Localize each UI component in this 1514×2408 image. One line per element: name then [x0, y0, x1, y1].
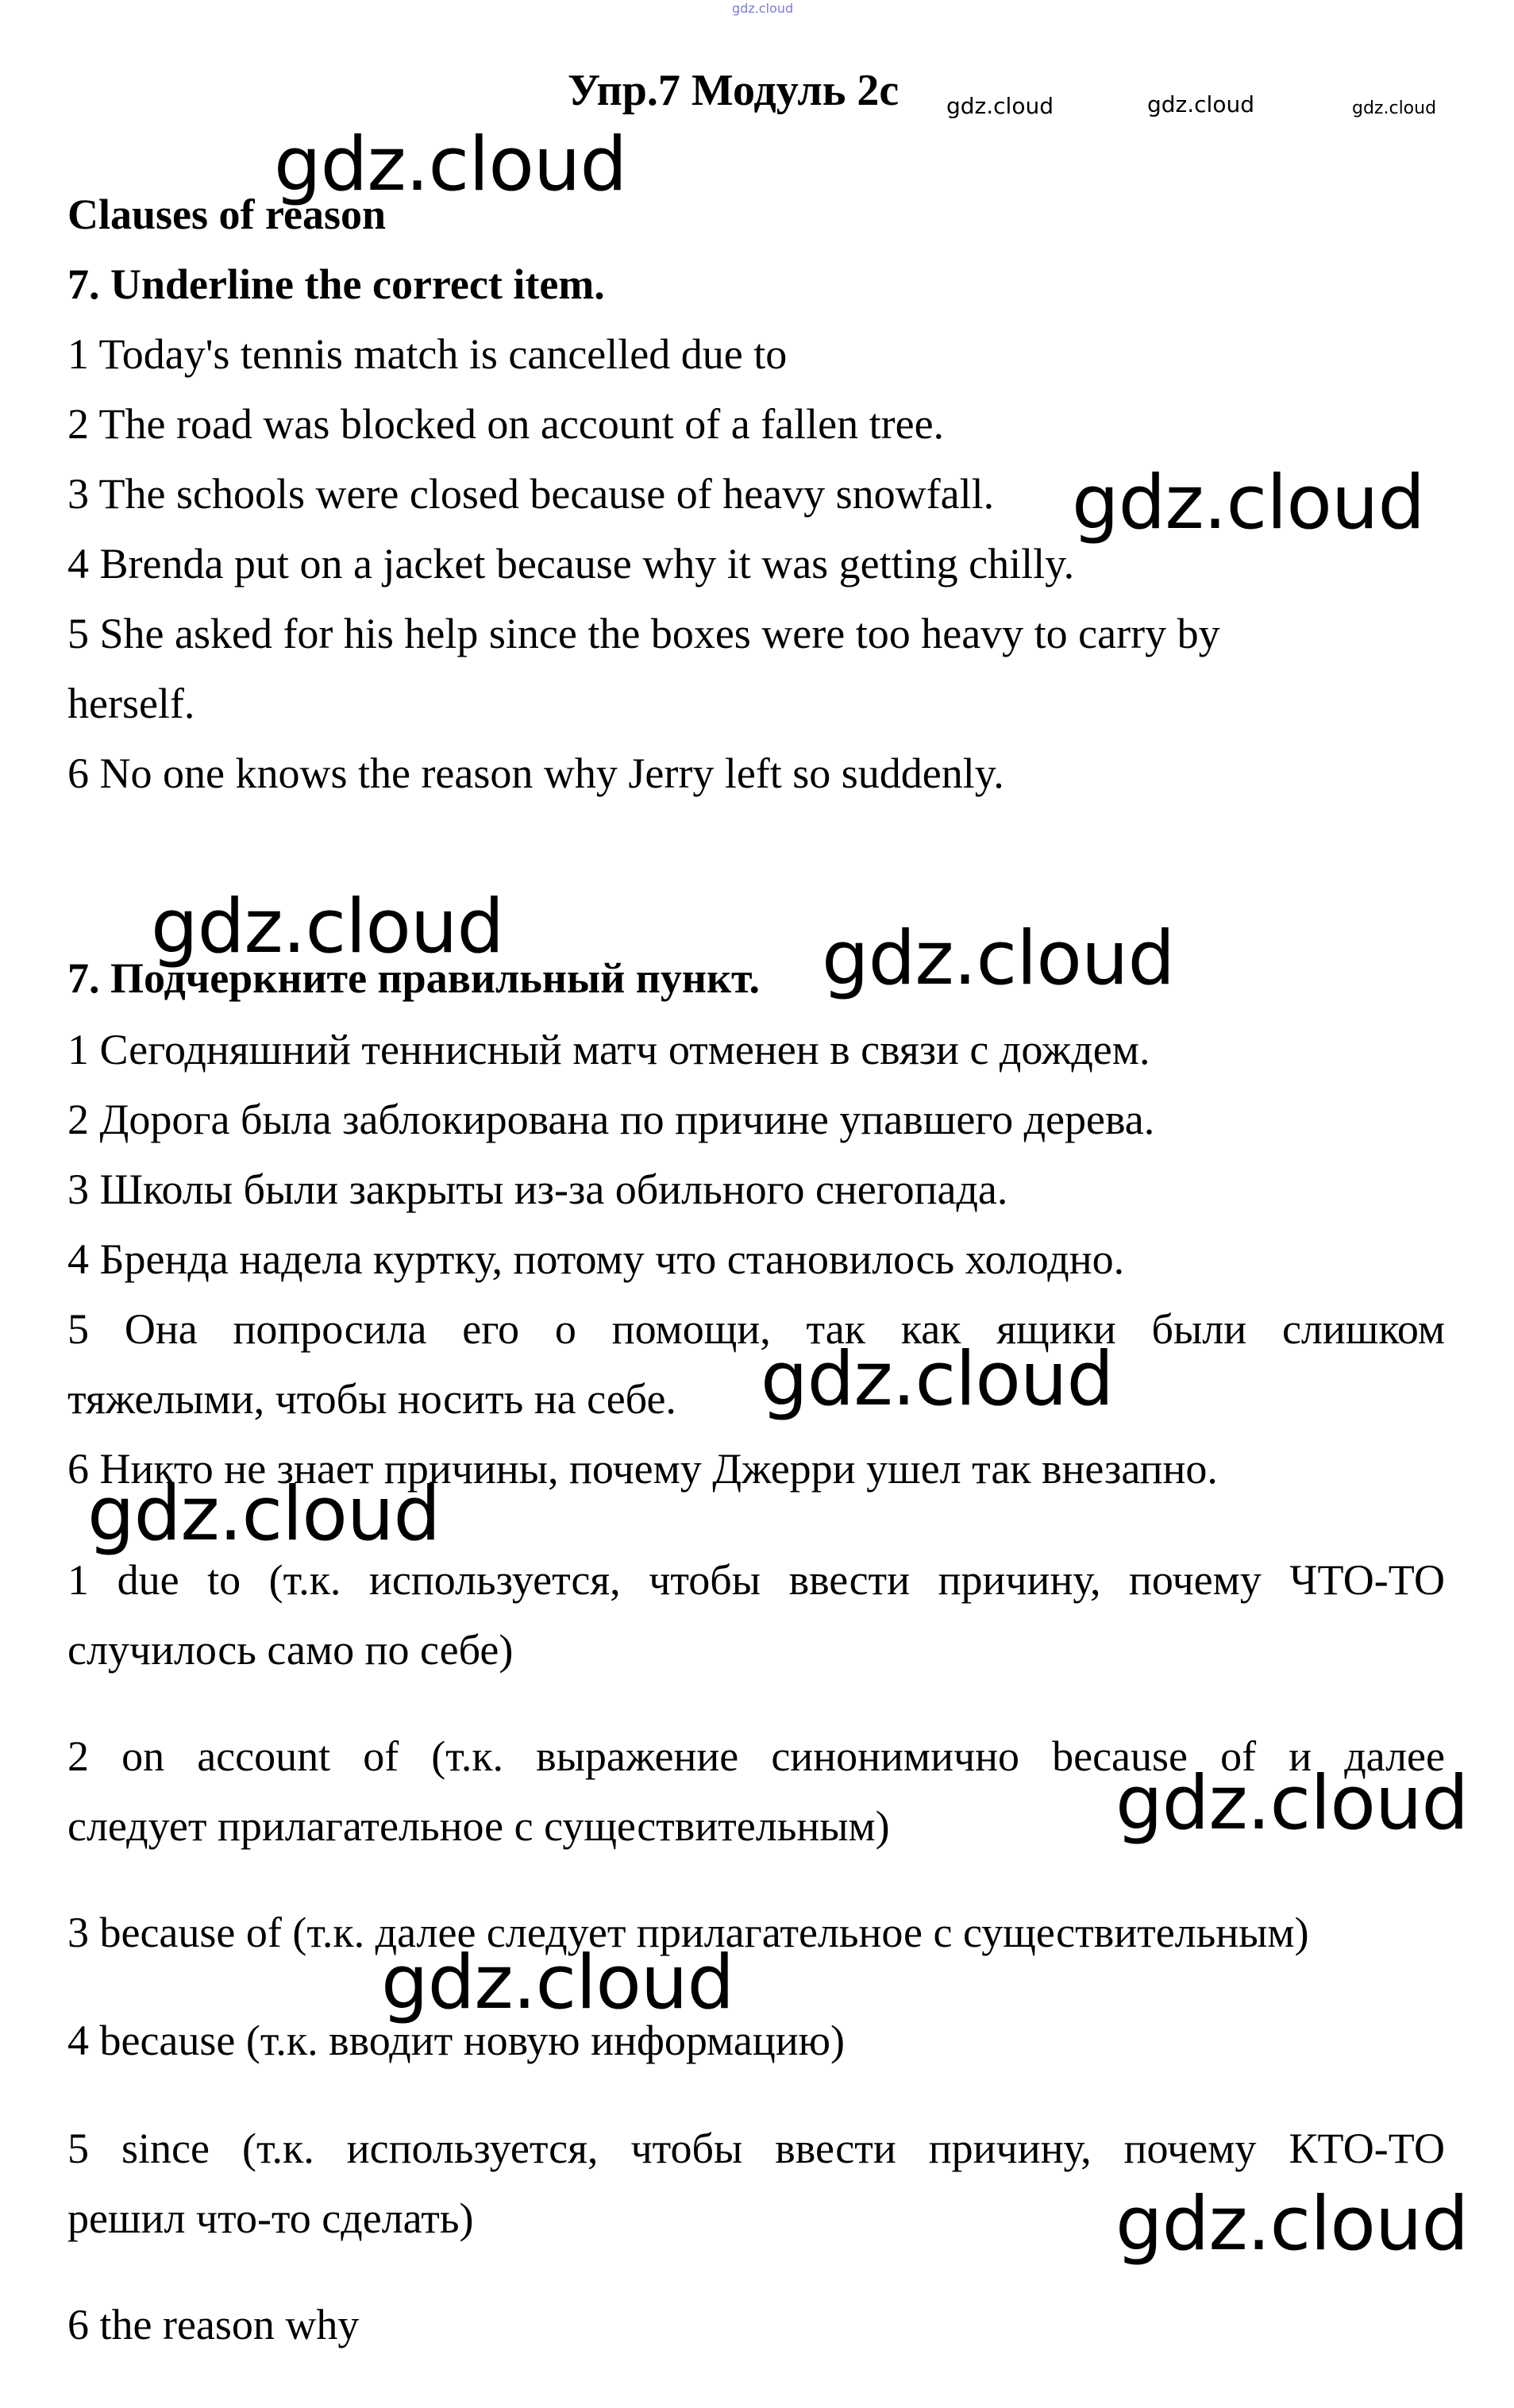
watermark: gdz.cloud: [1115, 1760, 1469, 1847]
answer-item: 2 on account of (т.к. выражение синонимично because of и далее: [67, 1732, 1445, 1780]
exercise-item: 2 The road was blocked on account of a fallen tree.: [67, 400, 945, 448]
watermark: gdz.cloud: [151, 884, 504, 970]
watermark-top: gdz.cloud: [732, 1, 794, 16]
translation-item-continued: тяжелыми, чтобы носить на себе.: [67, 1375, 676, 1423]
translation-item: 2 Дорога была заблокирована по причине упавшего дерева.: [67, 1096, 1155, 1143]
exercise-item: 4 Brenda put on a jacket because why it was getting chilly.: [67, 540, 1075, 588]
watermark: gdz.cloud: [761, 1336, 1114, 1423]
watermark: gdz.cloud: [822, 915, 1175, 1002]
watermark: gdz.cloud: [946, 93, 1054, 119]
answer-item: 1 due to (т.к. используется, чтобы ввести причину, почему ЧТО-ТО: [67, 1556, 1445, 1604]
translation-item: 1 Сегодняшний теннисный матч отменен в связи с дождем.: [67, 1026, 1150, 1073]
page-title: Упр.7 Модуль 2с: [568, 66, 900, 115]
translation-item: 4 Бренда надела куртку, потому что становилось холодно.: [67, 1235, 1125, 1283]
answer-item-continued: следует прилагательное с существительным): [67, 1802, 890, 1850]
watermark: gdz.cloud: [381, 1940, 734, 2026]
exercise-item: 3 The schools were closed because of heavy snowfall.: [67, 470, 995, 518]
section-heading: Clauses of reason: [67, 191, 387, 238]
exercise-item-continued: herself.: [67, 680, 195, 727]
watermark: gdz.cloud: [274, 121, 627, 208]
answer-item-continued: случилось само по себе): [67, 1626, 514, 1674]
task-title: 7. Underline the correct item.: [67, 260, 605, 308]
translation-item: 6 Никто не знает причины, почему Джерри ушел так внезапно.: [67, 1445, 1218, 1493]
exercise-item: 6 No one knows the reason why Jerry left so suddenly.: [67, 749, 1004, 797]
exercise-item: 1 Today's tennis match is cancelled due to: [67, 330, 788, 378]
answer-item: 3 because of (т.к. далее следует прилагательное с существительным): [67, 1909, 1309, 1956]
exercise-item: 5 She asked for his help since the boxes were too heavy to carry by: [67, 610, 1220, 657]
answer-item: 4 because (т.к. вводит новую информацию): [67, 2017, 845, 2064]
watermark: gdz.cloud: [1352, 98, 1437, 118]
answer-item: 5 since (т.к. используется, чтобы ввести причину, почему КТО-ТО: [67, 2125, 1445, 2172]
watermark: gdz.cloud: [1072, 460, 1425, 546]
translation-item: 3 Школы были закрыты из-за обильного снегопада.: [67, 1165, 1008, 1213]
answer-item: 6 the reason why: [67, 2301, 360, 2348]
watermark: gdz.cloud: [1147, 91, 1254, 118]
translation-item: 5 Она попросила его о помощи, так как ящики были слишком: [67, 1305, 1445, 1353]
answer-item-continued: решил что-то сделать): [67, 2194, 474, 2242]
watermark: gdz.cloud: [1115, 2181, 1469, 2267]
task-title-translation: 7. Подчеркните правильный пункт.: [67, 954, 761, 1002]
watermark: gdz.cloud: [87, 1471, 441, 1558]
